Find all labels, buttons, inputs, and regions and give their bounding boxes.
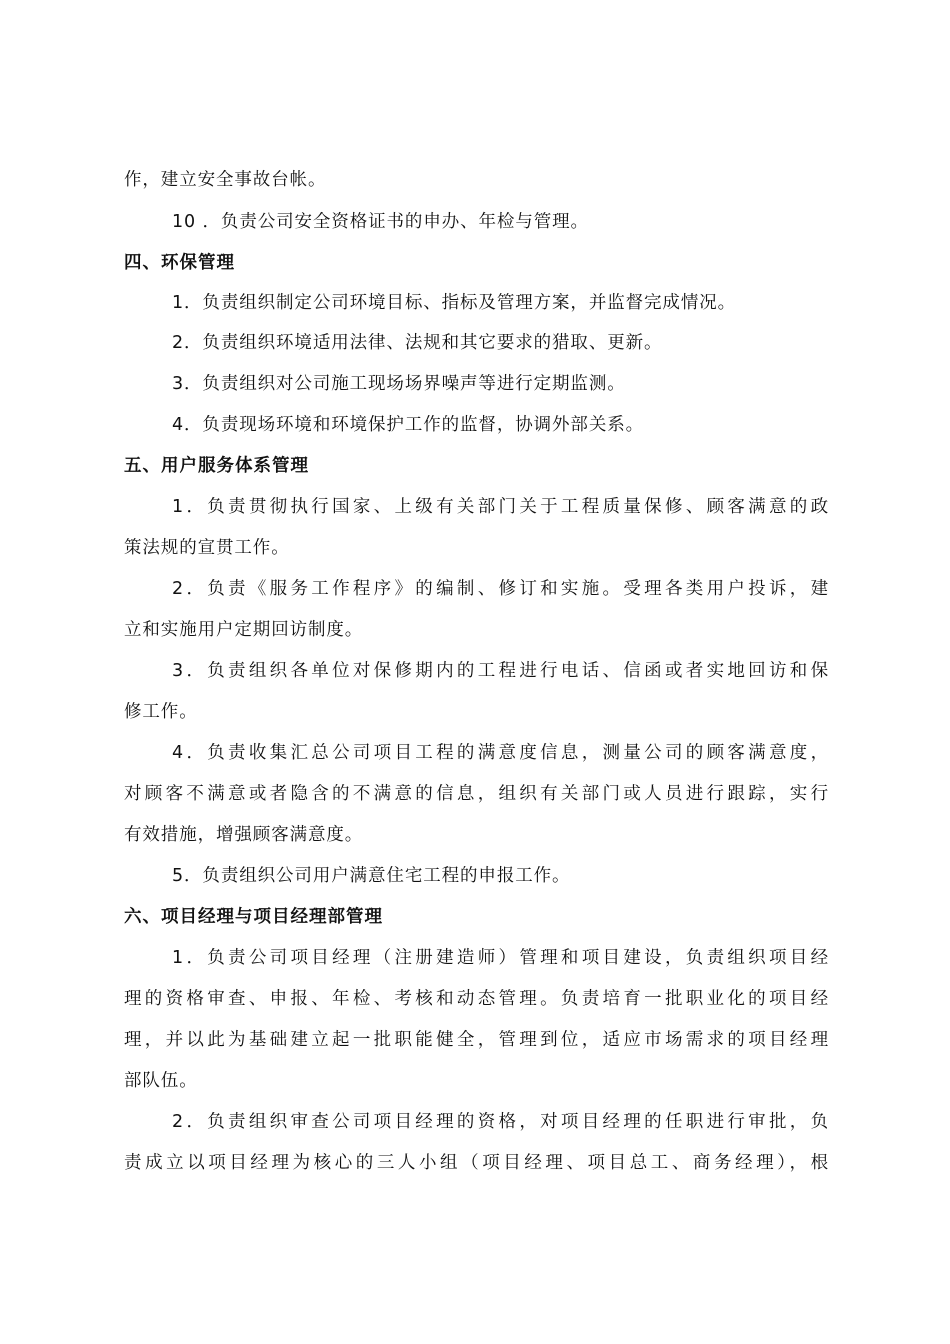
section-heading-user-service: 五、用户服务体系管理	[124, 456, 309, 476]
list-item-1: 1．负责公司项目经理（注册建造师）管理和项目建设，负责组织项目经	[172, 948, 829, 968]
text-line-continuation: 有效措施，增强顾客满意度。	[124, 825, 364, 845]
list-item-2: 2．负责组织环境适用法律、法规和其它要求的猎取、更新。	[172, 333, 663, 353]
text-line-continuation: 理，并以此为基础建立起一批职能健全，管理到位，适应市场需求的项目经理	[124, 1030, 829, 1050]
list-item-4: 4．负责收集汇总公司项目工程的满意度信息，测量公司的顾客满意度，	[172, 743, 829, 763]
text-line-continuation: 策法规的宣贯工作。	[124, 538, 290, 558]
text-line-continuation: 理的资格审查、申报、年检、考核和动态管理。负责培育一批职业化的项目经	[124, 989, 829, 1009]
list-item-1: 1．负责组织制定公司环境目标、指标及管理方案，并监督完成情况。	[172, 293, 737, 313]
list-item-4: 4．负责现场环境和环境保护工作的监督，协调外部关系。	[172, 415, 645, 435]
list-item-2: 2．负责组织审查公司项目经理的资格，对项目经理的任职进行审批，负	[172, 1112, 829, 1132]
section-heading-environmental: 四、环保管理	[124, 253, 235, 273]
section-heading-project-manager: 六、项目经理与项目经理部管理	[124, 907, 383, 927]
text-line-continuation: 部队伍。	[124, 1071, 198, 1091]
list-item-3: 3．负责组织对公司施工现场场界噪声等进行定期监测。	[172, 374, 626, 394]
list-item-5: 5．负责组织公司用户满意住宅工程的申报工作。	[172, 866, 571, 886]
text-line-continuation: 对顾客不满意或者隐含的不满意的信息，组织有关部门或人员进行跟踪，实行	[124, 784, 829, 804]
list-item-10: 10 ．负责公司安全资格证书的申办、年检与管理。	[172, 212, 589, 232]
list-item-2: 2．负责《服务工作程序》的编制、修订和实施。受理各类用户投诉，建	[172, 579, 829, 599]
list-item-3: 3．负责组织各单位对保修期内的工程进行电话、信函或者实地回访和保	[172, 661, 829, 681]
list-item-1: 1．负责贯彻执行国家、上级有关部门关于工程质量保修、顾客满意的政	[172, 497, 829, 517]
text-line-continuation: 作，建立安全事故台帐。	[124, 170, 327, 190]
text-line-continuation: 修工作。	[124, 702, 198, 722]
text-line-continuation: 立和实施用户定期回访制度。	[124, 620, 364, 640]
text-line-continuation: 责成立以项目经理为核心的三人小组（项目经理、项目总工、商务经理），根	[124, 1153, 829, 1173]
